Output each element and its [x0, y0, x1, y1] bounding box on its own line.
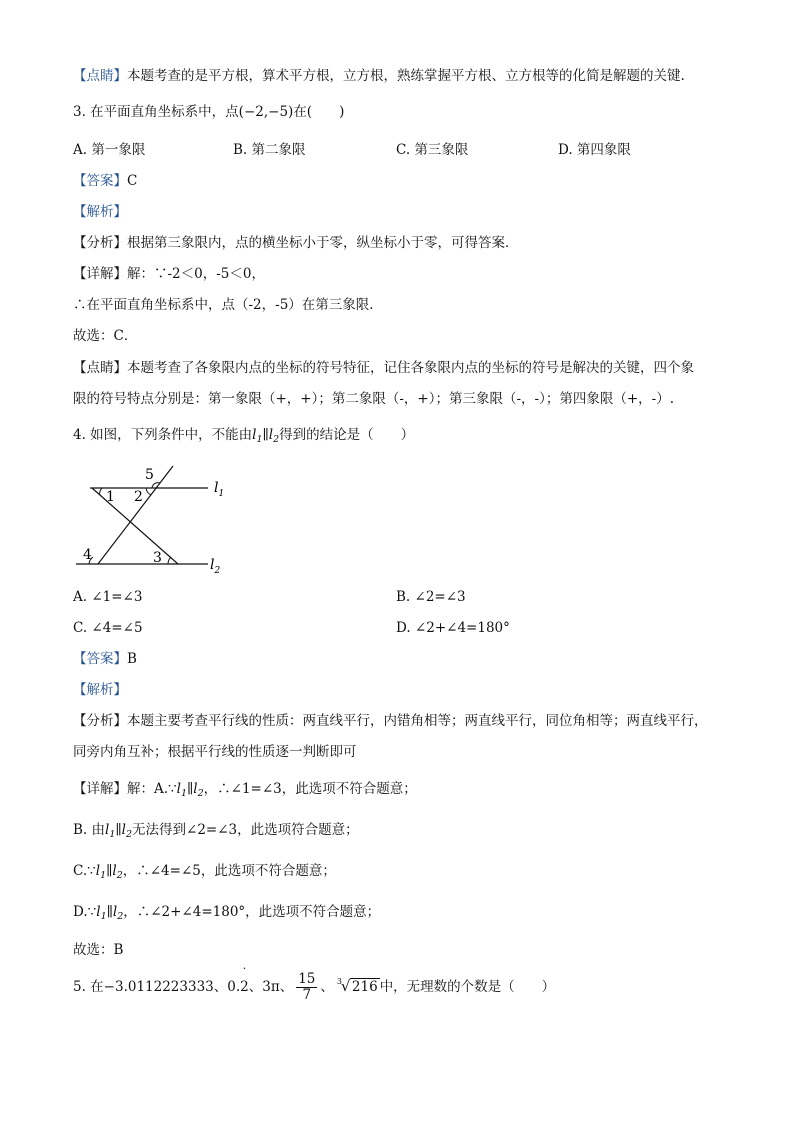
- q3-option-b: B. 第二象限: [233, 142, 306, 158]
- dianjing-note: [73, 66, 685, 86]
- q3-fenxi-text: 根据第三象限内，点的横坐标小于零，纵坐标小于零，可得答案．: [127, 235, 519, 251]
- l2-sub: 2: [197, 788, 204, 799]
- l1-letter: l: [95, 863, 101, 879]
- q3-fenxi-tag: 【分析】: [73, 235, 127, 251]
- q3-solution-line2: ∴在平面直角坐标系中，点（-2，-5）在第三象限．: [73, 297, 383, 313]
- repeat-dot: ·: [242, 962, 247, 975]
- l2-letter: l: [193, 781, 198, 797]
- q3-dianjing-a: [73, 358, 694, 378]
- q4-l2-letter: l: [268, 427, 274, 443]
- l1-sub: 1: [100, 870, 107, 881]
- l2-sub: 2: [125, 829, 133, 840]
- q4-figure: [68, 458, 238, 580]
- q5-number-2: [227, 962, 249, 995]
- q4-xc-pre: C.∵: [73, 863, 96, 879]
- q4-option-b: B. ∠2=∠3: [396, 589, 466, 605]
- q4-conclusion: 故选：B: [73, 942, 124, 958]
- q3-option-c: C. 第三象限: [396, 142, 469, 158]
- q4-option-d: D. ∠2+∠4=180°: [396, 620, 510, 636]
- q4-jiexi: [73, 680, 127, 700]
- radical-sign-icon: √: [340, 977, 351, 995]
- q3-answer-tag: 【答案】: [73, 173, 127, 189]
- q4-option-a: A. ∠1=∠3: [73, 589, 143, 605]
- q3-stem-post: 在( ): [293, 104, 345, 120]
- q4-answer-value: B: [127, 651, 137, 667]
- q4-l1-letter: l: [252, 427, 257, 443]
- q3-jiexi-tag: 【解析】: [73, 204, 127, 220]
- parallel-sign: ∥: [106, 904, 113, 920]
- q5-sep: 、: [248, 979, 263, 995]
- q3-fenxi: [73, 233, 519, 253]
- q5-sep: 、: [320, 979, 334, 995]
- q4-fenxi-tag: 【分析】: [73, 713, 127, 729]
- q3-dianjing-b: 限的符号特点分别是：第一象限（+，+）；第二象限（-，+）；第三象限（-，-）；第四象限（+，-）.: [73, 391, 675, 407]
- q4-fenxi-text-a: 本题主要考查平行线的性质：两直线平行，内错角相等；两直线平行，同位角相等；两直线平行，: [127, 713, 708, 729]
- q3-jiexi: [73, 202, 127, 222]
- q5-stem-pre: 5. 在: [73, 979, 104, 995]
- q3-option-a: A. 第一象限: [73, 142, 146, 158]
- q4-stem-pre: 4. 如图，下列条件中，不能由: [73, 427, 253, 443]
- parallel-sign: ∥: [187, 781, 194, 797]
- q4-fenxi-b: 同旁内角互补；根据平行线的性质逐一判断即可: [73, 744, 357, 760]
- q3-xiangjie-tag: 【详解】: [73, 266, 127, 282]
- repeat-digit: 2: [240, 979, 249, 995]
- q5-number-2-int: 0.: [227, 979, 241, 995]
- q3-answer: [73, 171, 137, 191]
- q4-xb-post: 无法得到∠2=∠3，此选项符合题意；: [132, 822, 359, 838]
- q4-xiangjie-b: [73, 820, 359, 845]
- q4-xb-pre: B. 由: [73, 822, 106, 838]
- q4-xiangjie-a: [73, 779, 417, 804]
- q4-answer-tag: 【答案】: [73, 651, 127, 667]
- label-5: 5: [145, 467, 154, 483]
- q3-xiangjie-text: 解：∵-2＜0，-5＜0，: [127, 266, 265, 282]
- label-l1: $l_1$: [214, 480, 225, 499]
- q3-point: (−2,−5): [238, 104, 294, 120]
- l1-sub: 1: [109, 829, 116, 840]
- q4-answer: [73, 649, 137, 669]
- l1-letter: l: [176, 781, 181, 797]
- q4-jiexi-tag: 【解析】: [73, 682, 127, 698]
- l1-letter: l: [96, 904, 101, 920]
- q4-xa-post: ，∴∠1=∠3，此选项不符合题意；: [203, 781, 417, 797]
- dianjing-text: 本题考查的是平方根，算术平方根，立方根，熟练掌握平方根、立方根等的化简是解题的关键.: [127, 68, 685, 84]
- l2-letter: l: [112, 904, 118, 920]
- parallel-sign: ∥: [106, 863, 113, 879]
- q3-xiangjie: [73, 264, 265, 284]
- q5-number-1: −3.0112223333: [103, 979, 214, 995]
- angle-arc-2: [146, 488, 151, 495]
- angle-arc-3: [168, 557, 171, 564]
- q4-xiangjie-d: [73, 902, 380, 927]
- q5-sep: 、: [279, 979, 294, 995]
- parallel-sign: ∥: [115, 822, 122, 838]
- l2-letter: l: [121, 822, 126, 838]
- q5-sep: 、: [213, 979, 228, 995]
- q4-xa-pre: 解：A.∵: [127, 781, 177, 797]
- label-1: 1: [106, 489, 115, 505]
- q4-xd-pre: D.∵: [73, 904, 97, 920]
- q3-stem-pre: 3. 在平面直角坐标系中，点: [73, 104, 239, 120]
- q5-stem: [73, 962, 556, 1003]
- l1-sub: 1: [180, 788, 188, 799]
- q4-xc-post: ，∴∠4=∠5，此选项不符合题意；: [122, 863, 336, 879]
- angle-arc-1: [100, 488, 103, 495]
- q4-xiangjie-c: [73, 861, 336, 886]
- dianjing-tag: 【点睛】: [73, 68, 127, 84]
- q4-option-c: C. ∠4=∠5: [73, 620, 143, 636]
- q5-cube-root: [336, 972, 380, 1002]
- label-2: 2: [134, 489, 143, 505]
- q5-number-2-repeat: [240, 962, 249, 1002]
- label-3: 3: [153, 550, 162, 566]
- radicand: 216: [351, 979, 378, 995]
- fraction-numerator: 15: [298, 971, 316, 987]
- l1-letter: l: [105, 822, 110, 838]
- q3-stem: [73, 102, 344, 122]
- label-l2: $l_2$: [210, 557, 221, 576]
- q3-solution-line3: 故选：C．: [73, 328, 138, 344]
- l2-sub: 2: [117, 911, 124, 922]
- q4-fenxi-a: [73, 711, 708, 731]
- l2-sub: 2: [116, 870, 123, 881]
- root-index: 3: [336, 977, 342, 986]
- q5-number-3: 3π: [262, 979, 280, 995]
- q3-option-d: D. 第四象限: [558, 142, 631, 158]
- q4-xd-post: ，∴∠2+∠4=180°，此选项不符合题意；: [123, 904, 381, 920]
- q3-answer-value: C: [127, 173, 138, 189]
- q4-parallel: ∥: [262, 427, 269, 443]
- q4-stem: [73, 425, 414, 450]
- q4-l2-sub: 2: [273, 434, 280, 445]
- l2-letter: l: [112, 863, 117, 879]
- q4-l1-sub: 1: [256, 434, 263, 445]
- q4-stem-post: 得到的结论是（ ）: [279, 427, 415, 443]
- q4-xiangjie-tag: 【详解】: [73, 781, 127, 797]
- fraction-denominator: 7: [302, 987, 312, 1003]
- l1-sub: 1: [100, 911, 107, 922]
- q5-stem-post: 中，无理数的个数是（ ）: [379, 979, 556, 995]
- label-4: 4: [83, 547, 92, 563]
- q3-dianjing-text-a: 本题考查了各象限内点的坐标的符号特征，记住各象限内点的坐标的符号是解决的关键，四个象: [127, 360, 694, 376]
- q5-fraction: [296, 972, 317, 1003]
- q3-dianjing-tag: 【点睛】: [73, 360, 127, 376]
